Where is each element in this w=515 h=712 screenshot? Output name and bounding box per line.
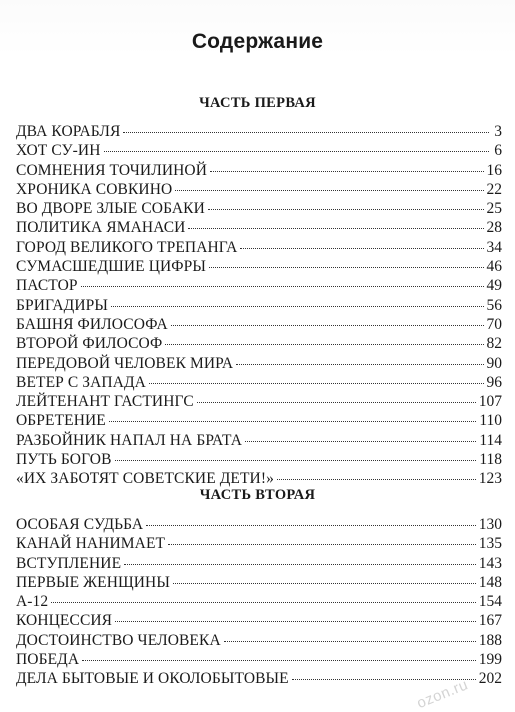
toc-entry-title: ХРОНИКА СОВКИНО xyxy=(16,180,173,198)
toc-entry-page-number: 167 xyxy=(478,612,502,630)
part-two-heading: ЧАСТЬ ВТОРАЯ xyxy=(199,487,316,503)
dot-leader xyxy=(188,227,483,229)
toc-entry-title: ОСОБАЯ СУДЬБА xyxy=(16,516,144,533)
toc-entry-page-number: 107 xyxy=(478,393,502,411)
toc-entry-title: ПОБЕДА xyxy=(16,651,80,669)
toc-entry xyxy=(16,257,502,276)
watermark: ozon.ru xyxy=(414,676,471,712)
dot-leader xyxy=(236,363,483,365)
toc-entry-page-number: 90 xyxy=(486,354,502,372)
toc-entry-page-number: 6 xyxy=(494,142,502,160)
toc-entry xyxy=(16,276,502,295)
toc-entry-page-number: 3 xyxy=(494,123,502,140)
dot-leader xyxy=(109,420,476,422)
toc-entry xyxy=(16,611,502,630)
toc-entry xyxy=(16,238,502,257)
toc-entry-title: ОБРЕТЕНИЕ xyxy=(16,412,106,430)
dot-leader xyxy=(210,170,483,172)
toc-entry-title: СУМАСШЕДШИЕ ЦИФРЫ xyxy=(16,258,206,276)
toc-entry-title: ПАСТОР xyxy=(16,277,78,295)
dot-leader xyxy=(173,582,476,584)
toc-part-two xyxy=(16,515,502,689)
dot-leader xyxy=(115,620,476,622)
dot-leader xyxy=(245,440,476,442)
toc-entry-title: ПУТЬ БОГОВ xyxy=(16,451,112,469)
toc-entry-title: ВЕТЕР С ЗАПАДА xyxy=(16,373,146,391)
toc-entry xyxy=(16,354,502,373)
dot-leader xyxy=(171,324,484,326)
toc-entry-title: «ИХ ЗАБОТЯТ СОВЕТСКИЕ ДЕТИ!» xyxy=(16,470,274,488)
toc-entry-title: ЛЕЙТЕНАНТ ГАСТИНГС xyxy=(16,393,194,411)
toc-entry-title: ГОРОД ВЕЛИКОГО ТРЕПАНГА xyxy=(16,238,238,256)
toc-entry-page-number: 114 xyxy=(479,431,502,449)
dot-leader xyxy=(111,305,484,307)
toc-entry xyxy=(16,650,502,669)
dot-leader xyxy=(292,678,476,680)
toc-entry-page-number: 82 xyxy=(486,335,502,353)
toc-entry-page-number: 143 xyxy=(478,554,502,572)
toc-entry-page-number: 188 xyxy=(478,631,502,649)
toc-entry xyxy=(16,631,502,650)
toc-entry-page-number: 123 xyxy=(478,470,502,488)
toc-entry-title: ВТОРОЙ ФИЛОСОФ xyxy=(16,335,163,353)
toc-entry-title: СОМНЕНИЯ ТОЧИЛИНОЙ xyxy=(16,161,208,179)
toc-entry-page-number: 118 xyxy=(479,451,502,469)
toc-entry xyxy=(16,218,502,237)
toc-entry-page-number: 34 xyxy=(486,238,502,256)
toc-entry-title: А-12 xyxy=(16,593,49,611)
toc-entry xyxy=(16,431,502,450)
toc-entry xyxy=(16,669,502,688)
toc-entry-title: ДОСТОИНСТВО ЧЕЛОВЕКА xyxy=(16,631,221,649)
toc-entry-page-number: 28 xyxy=(486,219,502,237)
toc-entry-title: КОНЦЕССИЯ xyxy=(16,612,113,630)
dot-leader xyxy=(277,478,476,480)
toc-entry-page-number: 46 xyxy=(486,258,502,276)
dot-leader xyxy=(81,285,484,287)
toc-entry-page-number: 154 xyxy=(478,593,502,611)
toc-entry xyxy=(16,199,502,218)
page-title: Содержание xyxy=(191,30,324,53)
dot-leader xyxy=(82,659,476,661)
toc-entry xyxy=(16,392,502,411)
toc-entry xyxy=(16,122,502,141)
toc-entry xyxy=(16,534,502,553)
part-one-heading: ЧАСТЬ ПЕРВАЯ xyxy=(199,95,316,111)
toc-entry-title: ПЕРЕДОВОЙ ЧЕЛОВЕК МИРА xyxy=(16,354,234,372)
dot-leader xyxy=(104,150,489,152)
toc-entry-title: БАШНЯ ФИЛОСОФА xyxy=(16,315,168,333)
dot-leader xyxy=(149,382,484,384)
toc-entry xyxy=(16,469,502,488)
toc-entry xyxy=(16,161,502,180)
toc-entry-page-number: 130 xyxy=(478,516,502,533)
toc-entry xyxy=(16,315,502,334)
toc-entry-page-number: 202 xyxy=(478,670,502,688)
toc-entry-title: ХОТ СУ-ИН xyxy=(16,142,101,160)
toc-entry xyxy=(16,573,502,592)
toc-entry xyxy=(16,334,502,353)
dot-leader xyxy=(208,208,484,210)
toc-entry-page-number: 135 xyxy=(478,535,502,553)
toc-entry-page-number: 70 xyxy=(486,315,502,333)
toc-entry xyxy=(16,515,502,534)
toc-entry-title: БРИГАДИРЫ xyxy=(16,296,108,314)
toc-entry-title: РАЗБОЙНИК НАПАЛ НА БРАТА xyxy=(16,431,243,449)
dot-leader xyxy=(123,131,489,133)
dot-leader xyxy=(197,401,476,403)
toc-entry xyxy=(16,554,502,573)
dot-leader xyxy=(168,543,476,545)
dot-leader xyxy=(175,189,483,191)
dot-leader xyxy=(209,266,484,268)
toc-entry-title: ВО ДВОРЕ ЗЛЫЕ СОБАКИ xyxy=(16,200,205,218)
toc-entry-title: ПОЛИТИКА ЯМАНАСИ xyxy=(16,219,186,237)
toc-entry-page-number: 49 xyxy=(486,277,502,295)
dot-leader xyxy=(240,247,483,249)
toc-entry-page-number: 96 xyxy=(486,373,502,391)
toc-entry-title: ДВА КОРАБЛЯ xyxy=(16,123,121,140)
toc-entry xyxy=(16,373,502,392)
toc-entry-title: ВСТУПЛЕНИЕ xyxy=(16,554,122,572)
toc-entry xyxy=(16,180,502,199)
toc-entry xyxy=(16,592,502,611)
dot-leader xyxy=(224,640,476,642)
toc-entry-page-number: 199 xyxy=(478,651,502,669)
toc-entry-page-number: 148 xyxy=(478,573,502,591)
toc-entry-page-number: 16 xyxy=(486,161,502,179)
toc-entry xyxy=(16,296,502,315)
dot-leader xyxy=(146,524,476,526)
toc-entry-page-number: 56 xyxy=(486,296,502,314)
toc-entry-title: КАНАЙ НАНИМАЕТ xyxy=(16,535,166,553)
dot-leader xyxy=(165,343,483,345)
toc-entry-title: ДЕЛА БЫТОВЫЕ И ОКОЛОБЫТОВЫЕ xyxy=(16,670,289,688)
toc-entry-title: ПЕРВЫЕ ЖЕНЩИНЫ xyxy=(16,573,170,591)
toc-entry xyxy=(16,450,502,469)
toc-entry-page-number: 110 xyxy=(479,412,502,430)
toc-entry-page-number: 22 xyxy=(486,180,502,198)
dot-leader xyxy=(51,601,475,603)
toc-entry xyxy=(16,141,502,160)
dot-leader xyxy=(115,459,477,461)
dot-leader xyxy=(124,563,476,565)
toc-entry-page-number: 25 xyxy=(486,200,502,218)
toc-part-one xyxy=(16,122,502,489)
toc-entry xyxy=(16,411,502,430)
